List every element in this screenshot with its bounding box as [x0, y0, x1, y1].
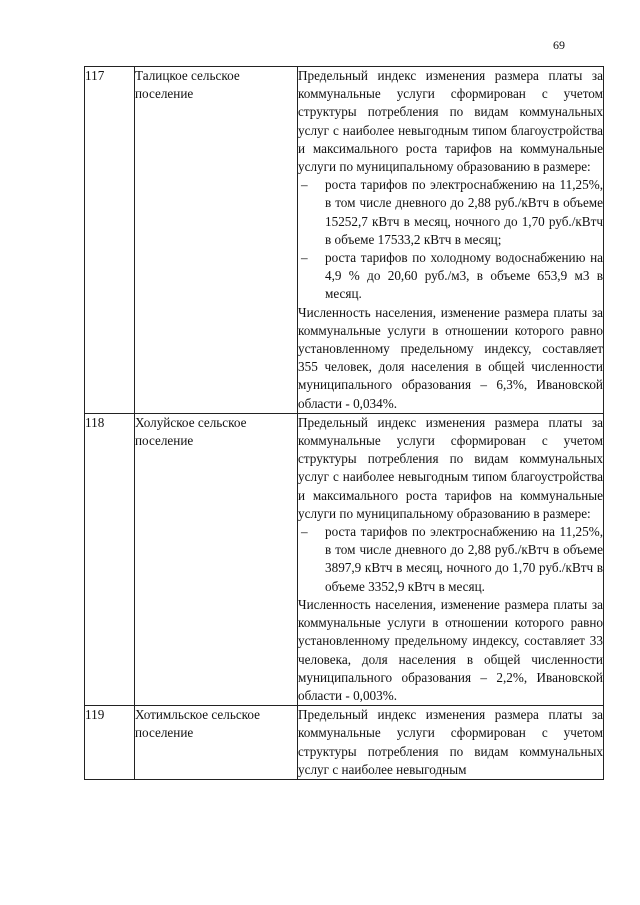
dash-marker: – [301, 177, 308, 193]
settlement-name: Хотимльское сельское поселение [135, 706, 298, 780]
page-number: 69 [553, 38, 565, 52]
description-intro: Предельный индекс изменения размера платы за коммунальные услуги сформирован с учетом структуры потребления по видам коммунальных услуг с наиболее невыгодным [298, 707, 603, 777]
table-row [85, 706, 604, 780]
list-item [298, 249, 603, 304]
tariff-list [298, 523, 603, 596]
tariff-list [298, 176, 603, 303]
description-outro: Численность населения, изменение размера платы за коммунальные услуги в отношении которого равно установленному предельному индексу, составляет 33 человека, доля населения в общей численности муниципального образования – 2,2%, Ивановской области - 0,003%. [298, 596, 603, 703]
row-description [298, 413, 604, 705]
row-number: 118 [85, 413, 135, 705]
description-outro: Численность населения, изменение размера платы за коммунальные услуги в отношении которого равно установленному предельному индексу, составляет 355 человек, доля населения в общей численности муниципального образования – 6,3%, Ивановской области - 0,034%. [298, 304, 603, 411]
municipal-tariff-table [84, 66, 604, 780]
description-intro: Предельный индекс изменения размера платы за коммунальные услуги сформирован с учетом структуры потребления по видам коммунальных услуг с наиболее невыгодным типом благоустройства и максимального роста тарифов на коммунальные услуги по муниципальному образованию в размере: [298, 414, 603, 521]
row-number: 117 [85, 67, 135, 414]
description-intro: Предельный индекс изменения размера платы за коммунальные услуги сформирован с учетом структуры потребления по видам коммунальных услуг с наиболее невыгодным типом благоустройства и максимального роста тарифов на коммунальные услуги по муниципальному образованию в размере: [298, 68, 603, 175]
list-item [298, 176, 603, 249]
dash-marker: – [301, 250, 308, 266]
list-item-text: роста тарифов по электроснабжению на 11,25%, в том числе дневного до 2,88 руб./кВтч в объеме 15252,7 кВтч в месяц, ночного до 1,70 руб./кВтч в объеме 17533,2 кВтч в месяц; [325, 177, 603, 247]
table-row [85, 67, 604, 414]
row-description [298, 706, 604, 780]
dash-marker: – [301, 524, 308, 540]
row-description [298, 67, 604, 414]
list-item [298, 523, 603, 596]
settlement-name: Холуйское сельское поселение [135, 413, 298, 705]
settlement-name: Талицкое сельское поселение [135, 67, 298, 414]
table-row [85, 413, 604, 705]
list-item-text: роста тарифов по холодному водоснабжению на 4,9 % до 20,60 руб./м3, в объеме 653,9 м3 в месяц. [325, 250, 603, 302]
list-item-text: роста тарифов по электроснабжению на 11,25%, в том числе дневного до 2,88 руб./кВтч в объеме 3897,9 кВтч в месяц, ночного до 1,70 руб./кВтч в объеме 3352,9 кВтч в месяц. [325, 524, 603, 594]
row-number: 119 [85, 706, 135, 780]
